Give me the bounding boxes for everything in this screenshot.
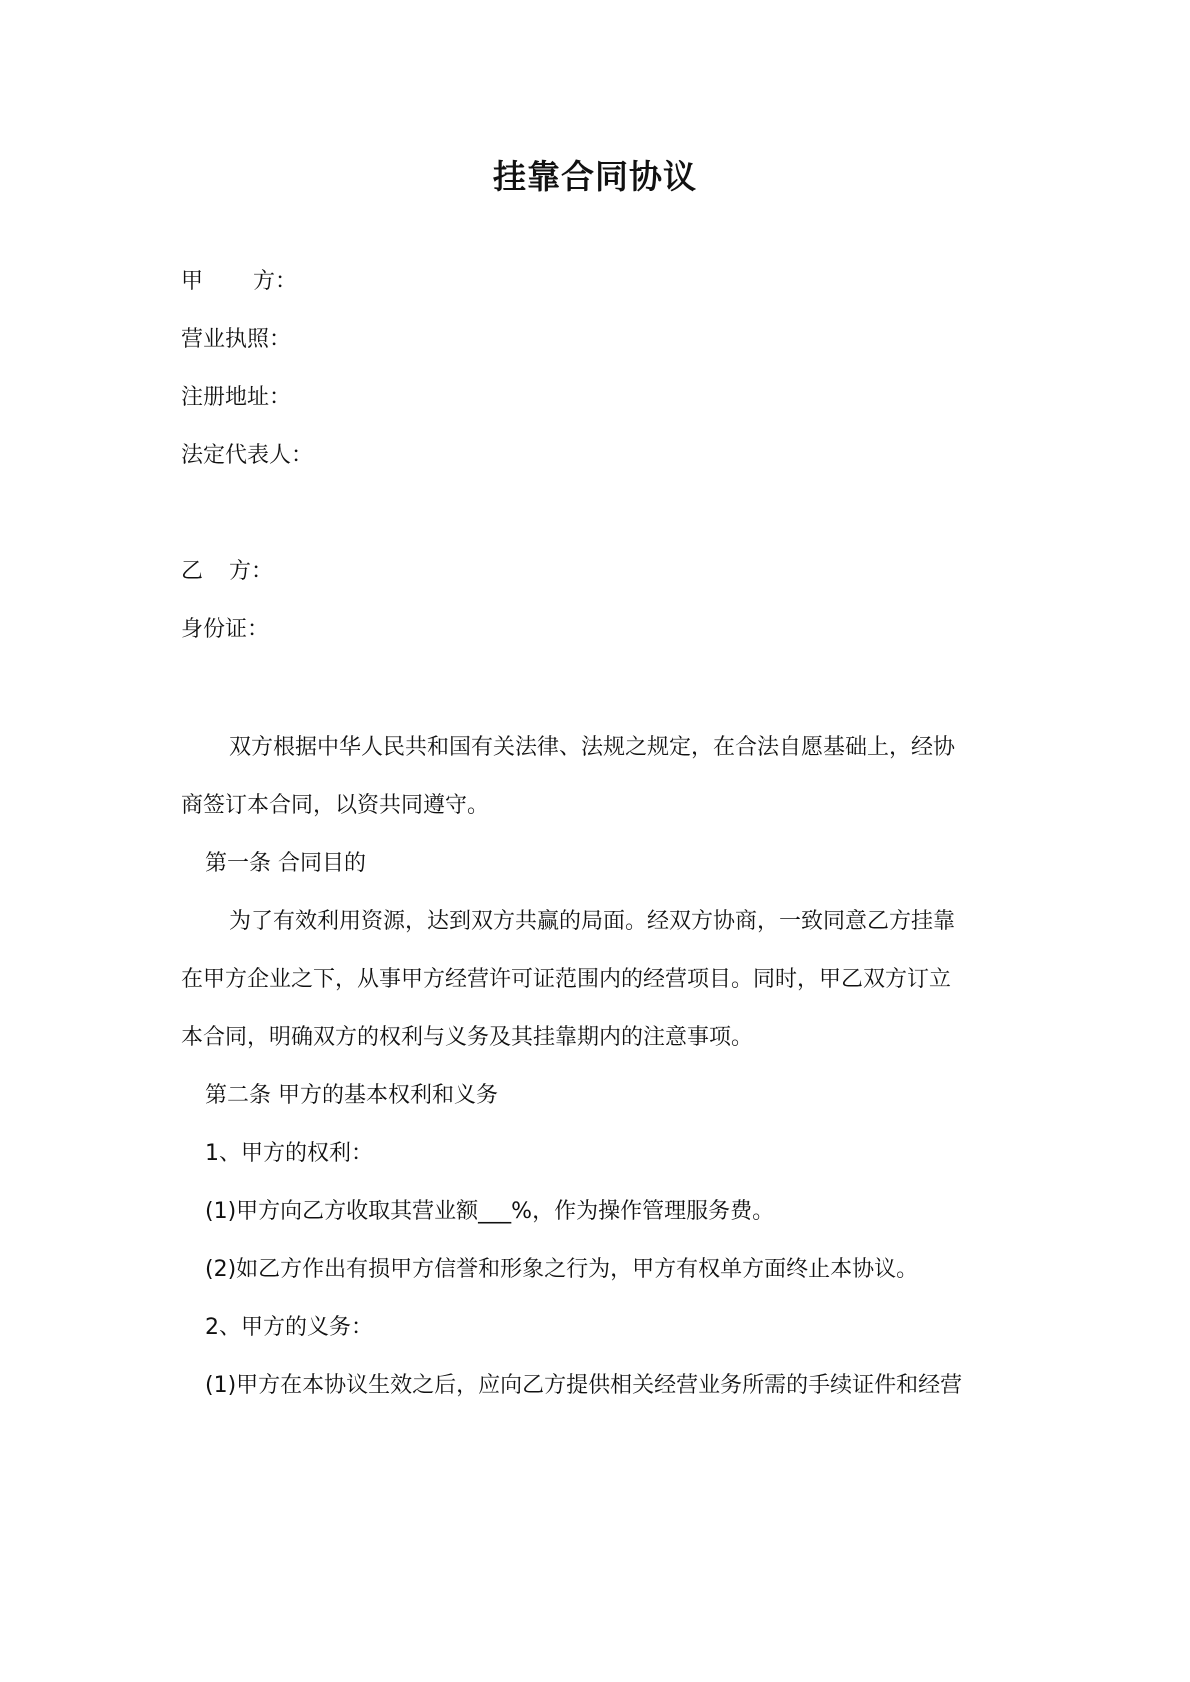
article2-rights-heading: 1、甲方的权利：: [205, 1141, 373, 1166]
party-a-business-license-label: 营业执照：: [181, 327, 292, 352]
party-b-line: [181, 555, 1021, 589]
article1-body-line-1: 为了有效利用资源，达到双方共赢的局面。经双方协商，一致同意乙方挂靠: [229, 909, 956, 934]
article2-right-1: (1)甲方向乙方收取其营业额___%，作为操作管理服务费。: [205, 1199, 775, 1224]
party-a-line: [181, 265, 1021, 299]
preamble-line-1: 双方根据中华人民共和国有关法律、法规之规定，在合法自愿基础上，经协: [229, 735, 956, 760]
party-a-registered-address-label: 注册地址：: [181, 385, 292, 410]
party-b-label-char2: 方：: [229, 559, 274, 584]
party-a-label-char2: 方：: [253, 269, 298, 294]
article2-duties-heading: 2、甲方的义务：: [205, 1315, 373, 1340]
article1-body-line-3: 本合同，明确双方的权利与义务及其挂靠期内的注意事项。: [181, 1025, 754, 1050]
document-title: 挂靠合同协议: [493, 157, 697, 196]
party-a-legal-representative-label: 法定代表人：: [181, 443, 314, 468]
article2-heading: 第二条 甲方的基本权利和义务: [205, 1083, 498, 1108]
article1-body-line-2: 在甲方企业之下，从事甲方经营许可证范围内的经营项目。同时，甲乙双方订立: [181, 967, 952, 992]
party-b-label-char1: 乙: [181, 559, 204, 584]
article2-duty-1: (1)甲方在本协议生效之后，应向乙方提供相关经营业务所需的手续证件和经营: [205, 1373, 963, 1398]
party-a-label-char1: 甲: [181, 269, 204, 294]
preamble-line-2: 商签订本合同，以资共同遵守。: [181, 793, 490, 818]
article1-heading: 第一条 合同目的: [205, 851, 366, 876]
party-b-id-card-label: 身份证：: [181, 617, 270, 642]
article2-right-2: (2)如乙方作出有损甲方信誉和形象之行为，甲方有权单方面终止本协议。: [205, 1257, 919, 1282]
